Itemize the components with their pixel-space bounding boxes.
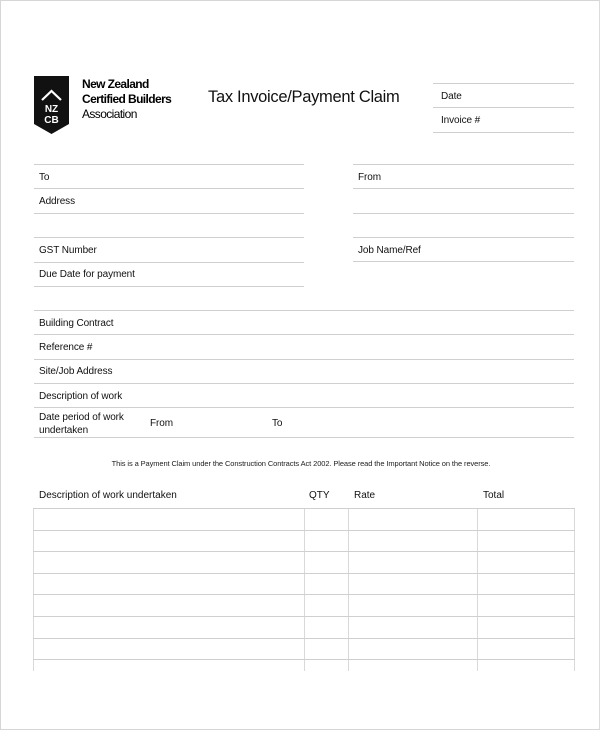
site-address-field[interactable]: [34, 383, 574, 384]
invoice-number-field[interactable]: [433, 132, 574, 133]
svg-text:NZ: NZ: [44, 104, 59, 115]
divider: [34, 164, 304, 165]
table-column-divider: [477, 508, 478, 671]
job-name-field[interactable]: [353, 261, 574, 262]
column-header-total: Total: [483, 490, 505, 501]
date-field[interactable]: [433, 107, 574, 108]
from-label: From: [358, 172, 381, 183]
due-date-label: Due Date for payment: [39, 269, 135, 280]
logo-line-3: Association: [82, 107, 137, 121]
column-header-qty: QTY: [309, 490, 330, 501]
table-row[interactable]: [33, 638, 575, 639]
from-field-line-3[interactable]: [353, 237, 574, 238]
table-row[interactable]: [33, 616, 575, 617]
logo-line-1: New Zealand: [82, 77, 149, 91]
period-from-label: From: [150, 418, 173, 429]
divider: [353, 164, 574, 165]
logo-line-2: Certified Builders: [82, 92, 172, 106]
description-field[interactable]: [34, 407, 574, 408]
table-column-divider: [304, 508, 305, 671]
column-header-description: Description of work undertaken: [39, 490, 177, 501]
nzcb-shield-icon: [34, 76, 69, 134]
from-field[interactable]: [353, 188, 574, 189]
reference-field[interactable]: [34, 359, 574, 360]
date-period-label: Date period of work undertaken: [39, 412, 124, 436]
table-border-left: [33, 508, 34, 671]
address-field-line-2[interactable]: [34, 237, 304, 238]
building-contract-field[interactable]: [34, 334, 574, 335]
table-row[interactable]: [33, 659, 575, 660]
gst-number-field[interactable]: [34, 262, 304, 263]
table-row-line: [33, 508, 575, 509]
table-column-divider: [348, 508, 349, 671]
date-label: Date: [441, 91, 462, 102]
date-period-field[interactable]: [34, 437, 574, 438]
to-label: To: [39, 172, 50, 183]
association-name: [82, 77, 171, 122]
site-address-label: Site/Job Address: [39, 366, 113, 377]
address-label: Address: [39, 196, 75, 207]
table-row[interactable]: [33, 530, 575, 531]
invoice-number-label: Invoice #: [441, 115, 481, 126]
job-name-label: Job Name/Ref: [358, 245, 421, 256]
from-field-line-2[interactable]: [353, 213, 574, 214]
table-row[interactable]: [33, 551, 575, 552]
divider: [34, 310, 574, 311]
payment-claim-notice: This is a Payment Claim under the Construction Contracts Act 2002. Please read the Important Notice on the reverse.: [111, 459, 491, 468]
table-row[interactable]: [33, 594, 575, 595]
table-border-right: [574, 508, 575, 671]
address-field[interactable]: [34, 213, 304, 214]
building-contract-label: Building Contract: [39, 318, 114, 329]
to-field[interactable]: [34, 188, 304, 189]
svg-text:CB: CB: [44, 115, 59, 126]
column-header-rate: Rate: [354, 490, 376, 501]
description-label: Description of work: [39, 391, 123, 402]
due-date-field[interactable]: [34, 286, 304, 287]
table-row[interactable]: [33, 573, 575, 574]
gst-number-label: GST Number: [39, 245, 97, 256]
document-title: Tax Invoice/Payment Claim: [208, 88, 400, 106]
period-to-label: To: [272, 418, 283, 429]
divider: [433, 83, 574, 84]
reference-label: Reference #: [39, 342, 93, 353]
